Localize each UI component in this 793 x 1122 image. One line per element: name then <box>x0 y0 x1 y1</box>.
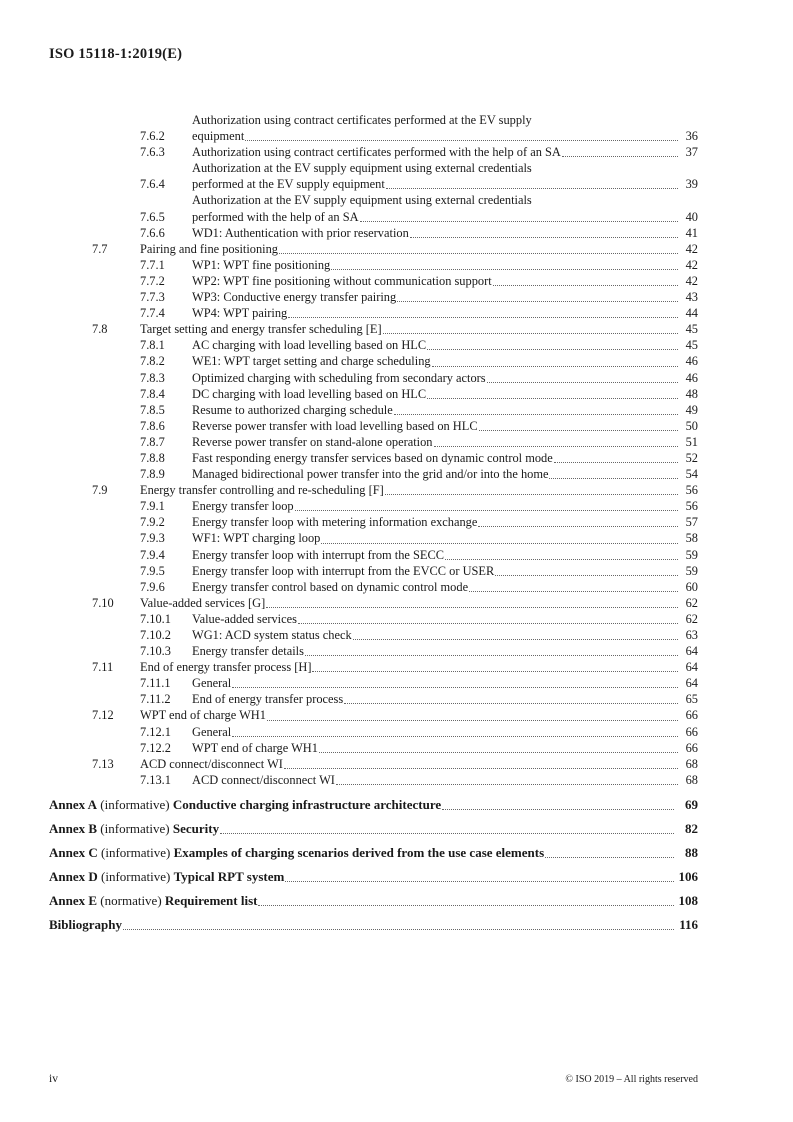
dot-leader <box>427 348 678 350</box>
toc-entry-number: 7.11 <box>92 660 114 675</box>
toc-entry[interactable] <box>49 337 698 353</box>
toc-entry-title-line <box>192 128 680 144</box>
toc-entry[interactable] <box>49 514 698 530</box>
toc-entry-title-text: Energy transfer loop with metering information exchange <box>192 515 478 530</box>
annex-label: Annex B <box>49 821 98 836</box>
toc-entry-title-text: WP3: Conductive energy transfer pairing <box>192 290 397 305</box>
toc-entry-number: 7.8 <box>92 322 108 337</box>
dot-leader <box>434 445 679 447</box>
toc-entry-page: 59 <box>685 547 698 562</box>
toc-entry-number: 7.8.6 <box>140 418 165 433</box>
table-of-contents <box>49 112 698 932</box>
toc-entry-number: 7.10.2 <box>140 628 171 642</box>
toc-entry[interactable] <box>49 579 698 595</box>
toc-entry-title <box>140 482 680 498</box>
toc-entry-number: 7.10 <box>92 595 114 610</box>
toc-entry[interactable] <box>49 321 698 337</box>
toc-entry-number: 7.7 <box>92 241 108 256</box>
dot-leader <box>288 316 678 318</box>
annex-page: 88 <box>685 845 698 860</box>
toc-entry[interactable] <box>49 675 698 691</box>
toc-entry[interactable] <box>49 627 698 643</box>
toc-entry-number: 7.8.2 <box>140 354 165 369</box>
annex-page: 108 <box>678 893 698 908</box>
copyright-notice: © ISO 2019 – All rights reserved <box>565 1074 698 1085</box>
toc-entry-title <box>192 337 680 353</box>
dot-leader <box>336 783 678 785</box>
dot-leader <box>295 509 678 511</box>
toc-entry-page: 48 <box>685 386 698 401</box>
dot-leader <box>266 606 678 608</box>
toc-entry-title <box>140 707 680 723</box>
dot-leader <box>549 477 678 479</box>
toc-entry-title <box>192 257 680 273</box>
annex-title <box>49 869 284 885</box>
toc-entry-number: 7.8.5 <box>140 402 165 417</box>
toc-entry-title-text: WPT end of charge WH1 <box>192 740 318 755</box>
toc-entry[interactable] <box>49 192 698 224</box>
toc-entry-title <box>192 434 680 450</box>
toc-entry-title <box>192 563 680 579</box>
toc-entry-number: 7.10.3 <box>140 644 171 659</box>
toc-entry-number: 7.13.1 <box>140 772 171 787</box>
annex-title <box>49 917 122 933</box>
annex-page: 82 <box>685 821 698 836</box>
dot-leader <box>319 751 678 753</box>
toc-entry-title-text: Pairing and fine positioning <box>140 241 279 256</box>
annex-name: Examples of charging scenarios derived from the use case elements <box>173 845 545 860</box>
toc-entry-page: 68 <box>685 772 698 787</box>
toc-entry-page: 64 <box>685 644 698 659</box>
toc-entry-number: 7.6.4 <box>140 177 165 192</box>
annex-kind: (informative) <box>101 869 171 884</box>
toc-entry-title <box>192 273 680 289</box>
dot-leader <box>469 590 678 592</box>
toc-entry-title-text: WP2: WPT fine positioning without communication support <box>192 273 492 288</box>
toc-entry-page: 45 <box>685 338 698 353</box>
annex-kind: (normative) <box>100 893 162 908</box>
toc-entry-page: 46 <box>685 370 698 385</box>
toc-entry-title <box>192 450 680 466</box>
toc-entry-title <box>192 305 680 321</box>
toc-entry-title-text: Reverse power transfer on stand-alone operation <box>192 434 433 449</box>
toc-entry[interactable] <box>49 482 698 498</box>
toc-entry-title-text: End of energy transfer process <box>192 692 344 707</box>
toc-entry-title <box>192 225 680 241</box>
toc-entry-number: 7.9.5 <box>140 563 165 578</box>
dot-leader <box>284 767 678 769</box>
toc-entry-title <box>192 160 680 192</box>
toc-entry-number: 7.12.1 <box>140 724 171 739</box>
toc-entry-title <box>192 724 680 740</box>
annex-entry[interactable] <box>49 893 698 909</box>
toc-entry-page: 59 <box>685 563 698 578</box>
toc-entry-title-text: Optimized charging with scheduling from secondary actors <box>192 370 486 385</box>
dot-leader <box>386 187 678 189</box>
toc-entry-page: 65 <box>685 692 698 707</box>
toc-entry-title <box>140 321 680 337</box>
toc-entry[interactable] <box>49 353 698 369</box>
toc-entry-title-line <box>192 176 680 192</box>
dot-leader <box>331 268 678 270</box>
toc-entry-page: 41 <box>685 225 698 240</box>
toc-entry-number: 7.12 <box>92 708 114 723</box>
toc-entry-title <box>192 112 680 144</box>
dot-leader <box>258 904 674 906</box>
toc-entry[interactable] <box>49 498 698 514</box>
toc-entry-title-text: WPT end of charge WH1 <box>140 708 266 723</box>
toc-entry-number: 7.6.5 <box>140 209 165 224</box>
toc-entry-number: 7.9.2 <box>140 515 165 530</box>
toc-entry-page: 58 <box>685 531 698 546</box>
toc-entry-number: 7.9.4 <box>140 547 165 562</box>
toc-entry-title <box>192 466 680 482</box>
toc-entry-title-text: Reverse power transfer with load levelling based on HLC <box>192 418 478 433</box>
toc-entry-title-text: Fast responding energy transfer services based on dynamic control mode <box>192 450 553 465</box>
toc-entry[interactable] <box>49 386 698 402</box>
toc-entry-title <box>192 530 680 546</box>
toc-entry[interactable] <box>49 225 698 241</box>
toc-entry[interactable] <box>49 160 698 192</box>
toc-entry-page: 42 <box>685 257 698 272</box>
toc-entry-page: 36 <box>685 129 698 144</box>
toc-entry[interactable] <box>49 563 698 579</box>
toc-entry[interactable] <box>49 434 698 450</box>
toc-entry-page: 57 <box>685 515 698 530</box>
annex-page: 106 <box>678 869 698 884</box>
dot-leader <box>442 808 674 810</box>
dot-leader <box>479 429 678 431</box>
toc-entry-title-text: Target setting and energy transfer scheduling [E] <box>140 322 382 337</box>
dot-leader <box>312 670 678 672</box>
toc-entry-page: 37 <box>685 145 698 160</box>
toc-entry-title <box>192 579 680 595</box>
toc-entry-page: 64 <box>685 660 698 675</box>
toc-entry[interactable] <box>49 659 698 675</box>
toc-entry-number: 7.8.7 <box>140 434 165 449</box>
toc-entry-number: 7.9 <box>92 483 108 498</box>
toc-entry-page: 51 <box>685 434 698 449</box>
toc-entry[interactable] <box>49 756 698 772</box>
toc-entry-title <box>192 675 680 691</box>
toc-entry[interactable] <box>49 772 698 788</box>
dot-leader <box>562 155 678 157</box>
toc-entry-title-text: equipment <box>192 129 245 144</box>
toc-entry-number: 7.9.3 <box>140 531 165 546</box>
document-header: ISO 15118-1:2019(E) <box>49 46 183 62</box>
dot-leader <box>123 928 674 930</box>
toc-entry-title <box>192 418 680 434</box>
annex-label: Annex A <box>49 797 98 812</box>
toc-entry-title-text: End of energy transfer process [H] <box>140 660 312 675</box>
toc-entry-title <box>192 144 680 160</box>
toc-entry-page: 43 <box>685 290 698 305</box>
toc-entry-page: 54 <box>685 467 698 482</box>
dot-leader <box>478 525 678 527</box>
toc-entry-title <box>140 659 680 675</box>
dot-leader <box>360 220 678 222</box>
toc-entry[interactable] <box>49 257 698 273</box>
toc-entry-number: 7.8.8 <box>140 450 165 465</box>
dot-leader <box>267 719 678 721</box>
annex-label: Annex D <box>49 869 98 884</box>
toc-entry[interactable] <box>49 402 698 418</box>
toc-entry-title <box>192 740 680 756</box>
toc-entry-title-text: Energy transfer loop with interrupt from the EVCC or USER <box>192 563 495 578</box>
toc-entry-title <box>192 386 680 402</box>
toc-entry-title-text: ACD connect/disconnect WI <box>192 772 335 787</box>
toc-entry[interactable] <box>49 450 698 466</box>
annex-title <box>49 893 257 909</box>
toc-entry-title-text: Authorization using contract certificates performed with the help of an SA <box>192 145 561 160</box>
toc-entry-title-line: Authorization using contract certificates performed at the EV supply <box>192 113 532 127</box>
annex-title <box>49 845 544 861</box>
dot-leader <box>487 381 678 383</box>
toc-entry-title-text: General <box>192 676 232 691</box>
toc-entry-page: 44 <box>685 306 698 321</box>
annex-kind: (informative) <box>101 845 171 860</box>
dot-leader <box>495 574 678 576</box>
toc-entry-page: 66 <box>685 724 698 739</box>
toc-entry-title-text: Energy transfer control based on dynamic control mode <box>192 579 469 594</box>
toc-entry-title-line: Authorization at the EV supply equipment using external credentials <box>192 161 532 176</box>
toc-entry-page: 60 <box>685 579 698 594</box>
toc-entry-title <box>140 595 680 611</box>
annex-label: Bibliography <box>49 917 122 932</box>
dot-leader <box>353 638 678 640</box>
dot-leader <box>427 397 678 399</box>
dot-leader <box>383 332 678 334</box>
annex-name: Conductive charging infrastructure architecture <box>172 797 442 812</box>
toc-entry[interactable] <box>49 611 698 627</box>
annex-entry[interactable] <box>49 821 698 837</box>
annex-page: 116 <box>679 917 698 932</box>
toc-entry-title <box>192 192 680 224</box>
toc-entry-page: 68 <box>685 756 698 771</box>
toc-entry-title <box>192 772 680 788</box>
dot-leader <box>410 236 678 238</box>
toc-entry-title <box>192 691 680 707</box>
annex-entry[interactable] <box>49 797 698 813</box>
toc-entry-number: 7.7.1 <box>140 257 165 272</box>
toc-entry-page: 40 <box>685 209 698 224</box>
dot-leader <box>432 365 678 367</box>
toc-entry-title-text: General <box>192 724 232 739</box>
toc-entry-number: 7.12.2 <box>140 740 171 755</box>
dot-leader <box>385 493 678 495</box>
toc-entry-title-text: ACD connect/disconnect WI <box>140 756 283 771</box>
toc-entry-title-text: WD1: Authentication with prior reservation <box>192 225 409 240</box>
toc-entry-title <box>192 402 680 418</box>
annex-page: 69 <box>685 797 698 812</box>
toc-entry-number: 7.8.1 <box>140 338 165 353</box>
toc-entry-page: 52 <box>685 450 698 465</box>
toc-entry[interactable] <box>49 241 698 257</box>
toc-entry-title-text: Value-added services [G] <box>140 595 266 610</box>
dot-leader <box>245 139 678 141</box>
toc-entry-title-text: Resume to authorized charging schedule <box>192 402 393 417</box>
toc-entry-title-text: WP1: WPT fine positioning <box>192 257 331 272</box>
dot-leader <box>321 542 678 544</box>
toc-entry[interactable] <box>49 547 698 563</box>
toc-entry-title <box>192 370 680 386</box>
toc-entry-page: 45 <box>685 322 698 337</box>
toc-entry-title <box>140 756 680 772</box>
toc-entry-page: 42 <box>685 273 698 288</box>
dot-leader <box>344 702 678 704</box>
toc-entry-number: 7.10.1 <box>140 611 171 626</box>
toc-entry-page: 62 <box>685 595 698 610</box>
toc-entry-title-text: performed at the EV supply equipment <box>192 177 385 192</box>
toc-entry[interactable] <box>49 466 698 482</box>
dot-leader <box>220 832 674 834</box>
toc-entry-number: 7.7.2 <box>140 273 165 288</box>
toc-entry-title-text: WG1: ACD system status check <box>192 628 352 642</box>
annex-entry[interactable] <box>49 869 698 885</box>
toc-entry-number: 7.8.9 <box>140 467 165 482</box>
toc-entry-page: 66 <box>685 740 698 755</box>
dot-leader <box>232 686 678 688</box>
annex-kind: (informative) <box>100 797 170 812</box>
toc-entry[interactable] <box>49 707 698 723</box>
toc-entry-page: 56 <box>685 499 698 514</box>
toc-entry-number: 7.11.1 <box>140 676 171 691</box>
dot-leader <box>232 735 678 737</box>
toc-entry-page: 46 <box>685 354 698 369</box>
annex-name: Requirement list <box>164 893 258 908</box>
dot-leader <box>493 284 678 286</box>
annex-name: Typical RPT system <box>173 869 285 884</box>
dot-leader <box>554 461 678 463</box>
annex-label: Annex E <box>49 893 98 908</box>
toc-entry-page: 42 <box>685 241 698 256</box>
toc-entry[interactable] <box>49 418 698 434</box>
annex-entry[interactable] <box>49 845 698 861</box>
toc-entry-number: 7.9.6 <box>140 579 165 594</box>
annex-title <box>49 797 441 813</box>
toc-entry-number: 7.8.3 <box>140 370 165 385</box>
toc-entry-title-text: WP4: WPT pairing <box>192 306 288 321</box>
toc-entry-title <box>192 514 680 530</box>
toc-entry-number: 7.8.4 <box>140 386 165 401</box>
dot-leader <box>545 856 674 858</box>
toc-entry-page: 64 <box>685 676 698 691</box>
toc-entry-title-text: DC charging with load levelling based on HLC <box>192 386 427 401</box>
toc-entry[interactable] <box>49 370 698 386</box>
toc-entry-page: 49 <box>685 402 698 417</box>
toc-entry-page: 63 <box>685 628 698 642</box>
toc-entry[interactable] <box>49 144 698 160</box>
toc-entry-title <box>192 643 680 659</box>
toc-entry-number: 7.6.2 <box>140 129 165 144</box>
annex-entry[interactable] <box>49 917 698 933</box>
toc-entry-title <box>192 289 680 305</box>
dot-leader <box>285 880 674 882</box>
toc-entry[interactable] <box>49 530 698 546</box>
toc-entry-title <box>192 353 680 369</box>
toc-entry-title-text: WF1: WPT charging loop <box>192 531 321 546</box>
toc-entry-number: 7.11.2 <box>140 692 171 707</box>
dot-leader <box>279 252 678 254</box>
toc-entry-number: 7.7.4 <box>140 306 165 321</box>
toc-entry-page: 56 <box>685 483 698 498</box>
toc-entry-title <box>192 611 680 627</box>
toc-entry-number: 7.6.3 <box>140 145 165 160</box>
toc-entry-title <box>192 627 680 643</box>
toc-entry[interactable] <box>49 305 698 321</box>
toc-entry-title <box>192 498 680 514</box>
annex-label: Annex C <box>49 845 98 860</box>
dot-leader <box>298 622 678 624</box>
toc-entry-title-line: Authorization at the EV supply equipment using external credentials <box>192 193 532 208</box>
toc-entry-title-text: Managed bidirectional power transfer into the grid and/or into the home <box>192 467 549 482</box>
toc-entry[interactable] <box>49 740 698 756</box>
toc-entry-title <box>140 241 680 257</box>
toc-entry-title-text: AC charging with load levelling based on HLC <box>192 338 427 353</box>
dot-leader <box>397 300 678 302</box>
toc-entry-page: 39 <box>685 177 698 192</box>
dot-leader <box>445 558 678 560</box>
toc-entry-title-text: Value-added services <box>192 611 297 626</box>
toc-entry[interactable] <box>49 643 698 659</box>
toc-entry[interactable] <box>49 595 698 611</box>
toc-entry-page: 66 <box>685 708 698 723</box>
toc-entry-number: 7.13 <box>92 756 114 771</box>
toc-entry-title-text: performed with the help of an SA <box>192 209 359 224</box>
dot-leader <box>305 654 678 656</box>
toc-entry[interactable] <box>49 289 698 305</box>
toc-entry[interactable] <box>49 724 698 740</box>
dot-leader <box>394 413 678 415</box>
page-number: iv <box>49 1073 58 1085</box>
toc-entry-title-text: Energy transfer details <box>192 644 304 659</box>
toc-entry[interactable] <box>49 112 698 144</box>
toc-entry-number: 7.7.3 <box>140 290 165 305</box>
toc-entry-page: 50 <box>685 418 698 433</box>
toc-entry-title <box>192 547 680 563</box>
toc-entry[interactable] <box>49 691 698 707</box>
annex-name: Security <box>172 821 220 836</box>
toc-entry[interactable] <box>49 273 698 289</box>
toc-entry-title-text: Energy transfer loop <box>192 499 294 514</box>
toc-entry-page: 62 <box>685 611 698 626</box>
toc-entry-title-text: WE1: WPT target setting and charge scheduling <box>192 354 431 369</box>
toc-entry-number: 7.6.6 <box>140 225 165 240</box>
toc-entry-number: 7.9.1 <box>140 499 165 514</box>
toc-entry-title-line <box>192 209 680 225</box>
toc-entry-title-text: Energy transfer controlling and re-scheduling [F] <box>140 483 384 498</box>
toc-entry-title-text: Energy transfer loop with interrupt from the SECC <box>192 547 445 562</box>
annex-kind: (informative) <box>100 821 170 836</box>
annex-title <box>49 821 219 837</box>
